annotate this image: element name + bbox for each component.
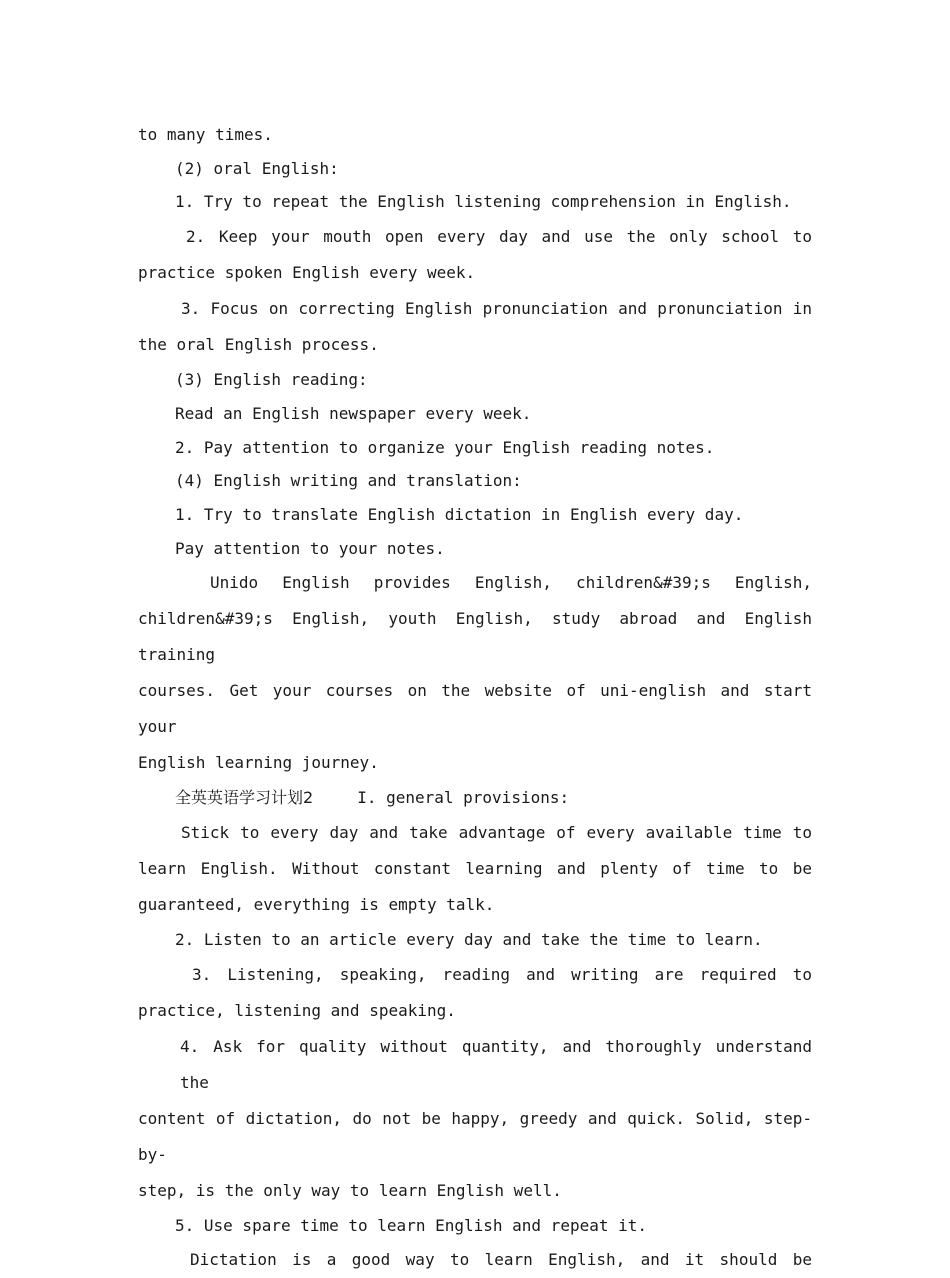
section-heading: (4) English writing and translation: xyxy=(175,471,522,491)
paragraph-line: Stick to every day and take advantage of every available time to xyxy=(181,823,812,843)
paragraph xyxy=(138,1029,812,1209)
paragraph-line: 3. Listening, speaking, reading and writing are required to xyxy=(192,964,812,984)
paragraph xyxy=(138,957,812,1029)
list-item: 2. Listen to an article every day and take the time to learn. xyxy=(175,930,763,950)
paragraph xyxy=(138,565,812,781)
section-heading xyxy=(138,781,812,815)
paragraph-line: practice, listening and speaking. xyxy=(138,1000,456,1020)
section-heading: (2) oral English: xyxy=(175,158,339,178)
list-item: 2. Pay attention to organize your English reading notes. xyxy=(175,437,715,457)
paragraph-line: practice spoken English every week. xyxy=(138,263,476,283)
paragraph-line: English learning journey. xyxy=(138,753,379,773)
paragraph-line: step, is the only way to learn English well. xyxy=(138,1180,562,1200)
list-item: 5. Use spare time to learn English and repeat it. xyxy=(175,1215,648,1235)
text-line: Pay attention to your notes. xyxy=(175,538,445,558)
paragraph-line: 4. Ask for quality without quantity, and thoroughly understand the xyxy=(180,1036,812,1092)
paragraph-line: guaranteed, everything is empty talk. xyxy=(138,895,495,915)
paragraph xyxy=(138,219,812,291)
list-item: 1. Try to repeat the English listening comprehension in English. xyxy=(175,192,792,212)
text-line: to many times. xyxy=(138,125,273,144)
paragraph-line: 2. Keep your mouth open every day and use the only school to xyxy=(186,227,812,247)
document-body xyxy=(138,118,812,1278)
paragraph xyxy=(138,815,812,923)
paragraph-line: children&#39;s English, youth English, study abroad and English training xyxy=(138,609,812,665)
paragraph xyxy=(138,1242,812,1278)
paragraph-line: learn English. Without constant learning and plenty of time to be xyxy=(138,859,812,879)
paragraph-line: the oral English process. xyxy=(138,335,379,355)
paragraph-line: content of dictation, do not be happy, greedy and quick. Solid, step-by- xyxy=(138,1108,812,1164)
chinese-title: 全英英语学习计划2 xyxy=(175,788,314,808)
paragraph-line: courses. Get your courses on the website of uni-english and start your xyxy=(138,681,812,737)
paragraph-line: Dictation is a good way to learn English, and it should be xyxy=(190,1250,812,1270)
paragraph xyxy=(138,291,812,363)
list-item: 1. Try to translate English dictation in English every day. xyxy=(175,504,744,524)
heading-text: I. general provisions: xyxy=(357,788,570,808)
section-heading: (3) English reading: xyxy=(175,370,368,390)
paragraph-line: 3. Focus on correcting English pronunciation and pronunciation in xyxy=(181,299,812,319)
text-line: Read an English newspaper every week. xyxy=(175,403,532,423)
paragraph-line: Unido English provides English, children&#39;s English, xyxy=(210,573,812,593)
